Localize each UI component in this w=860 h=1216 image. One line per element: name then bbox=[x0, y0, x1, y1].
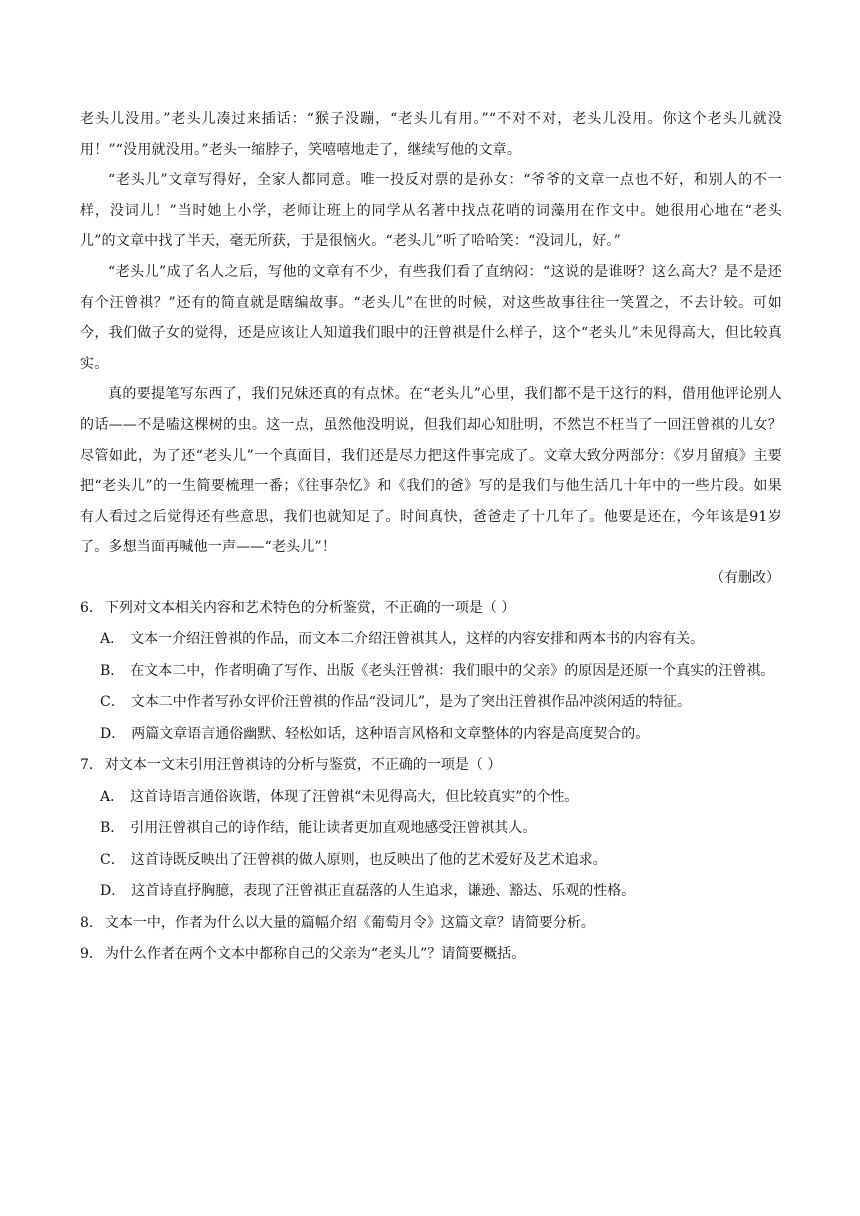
question-text: 下列对文本相关内容和艺术特色的分析鉴赏，不正确的一项是（ ） bbox=[104, 599, 516, 616]
option-label: C． bbox=[100, 851, 125, 868]
option-label: D． bbox=[100, 883, 126, 900]
question-number: 6． bbox=[80, 599, 103, 616]
option-text: 这首诗直抒胸臆，表现了汪曾祺正直磊落的人生追求，谦逊、豁达、乐观的性格。 bbox=[131, 883, 636, 900]
passage-paragraph-2: “老头儿”文章写得好，全家人都同意。唯一投反对票的是孙女：“爷爷的文章一点也不好，和别人的不一样，没词儿！”当时她上小学，老师让班上的同学从名著中找点花哨的词藻用在作文中。她很用心地在“老头儿”的文章中找了半天，毫无所获，于是很恼火。“老头儿”听了哈哈笑：“没词儿，好。” bbox=[80, 172, 782, 250]
option-label: B． bbox=[100, 820, 125, 837]
option-text: 在文本二中，作者明确了写作、出版《老头汪曾祺：我们眼中的父亲》的原因是还原一个真实的汪曾祺。 bbox=[130, 662, 775, 679]
question-8 bbox=[80, 908, 782, 940]
option-text: 文本一介绍汪曾祺的作品，而文本二介绍汪曾祺其人，这样的内容安排和两本书的内容有关。 bbox=[130, 631, 705, 648]
question-stem bbox=[80, 593, 782, 625]
option-text: 文本二中作者写孙女评价汪曾祺的作品“没词儿”，是为了突出汪曾祺作品冲淡闲适的特征。 bbox=[130, 694, 692, 711]
passage-paragraph-4: 真的要提笔写东西了，我们兄妹还真的有点怵。在“老头儿”心里，我们都不是干这行的料，借用他评论别人的话——不是嗑这棵树的虫。这一点，虽然他没明说，但我们却心知肚明，不然岂不枉当了一回汪曾祺的儿女？尽管如此，为了还“老头儿”一个真面目，我们还是尽力把这件事完成了。文章大致分两部分：《岁月留痕》主要把“老头儿”的一生简要梳理一番；《往事杂忆》和《我们的爸》写的是我们与他生活几十年中的一些片段。如果有人看过之后觉得还有些意思，我们也就知足了。时间真快，爸爸走了十几年了。他要是还在，今年该是91岁了。多想当面再喊他一声——“老头儿”！ bbox=[80, 386, 782, 556]
option-a bbox=[80, 624, 782, 656]
question-number: 7． bbox=[80, 757, 103, 774]
passage-paragraph-3: “老头儿”成了名人之后，写他的文章有不少，有些我们看了直纳闷：“这说的是谁呀？这么高大？是不是还有个汪曾祺？”还有的简直就是瞎编故事。“老头儿”在世的时候，对这些故事往往一笑置之，不去计较。可如今，我们做子女的觉得，还是应该让人知道我们眼中的汪曾祺是什么样子，这个“老头儿”未见得高大，但比较真实。 bbox=[80, 263, 782, 372]
question-stem bbox=[80, 750, 782, 782]
passage-section bbox=[80, 104, 782, 593]
option-label: C． bbox=[100, 694, 125, 711]
question-stem bbox=[80, 939, 782, 971]
option-label: A． bbox=[100, 788, 125, 805]
option-label: B． bbox=[100, 662, 125, 679]
question-text: 文本一中，作者为什么以大量的篇幅介绍《葡萄月令》这篇文章？请简要分析。 bbox=[104, 914, 595, 931]
source-note: （有删改） bbox=[710, 569, 780, 586]
passage-paragraph-1: 老头儿没用。”老头儿凑过来插话：“猴子没蹦，“老头儿有用。”“不对不对，老头儿没用。你这个老头儿就没用！”“没用就没用。”老头一缩脖子，笑嘻嘻地走了，继续写他的文章。 bbox=[80, 111, 782, 158]
option-text: 两篇文章语言通俗幽默、轻松如话，这种语言风格和文章整体的内容是高度契合的。 bbox=[131, 725, 650, 742]
questions-section bbox=[80, 593, 782, 971]
question-6 bbox=[80, 593, 782, 751]
option-label: D． bbox=[100, 725, 126, 742]
option-c bbox=[80, 687, 782, 719]
option-text: 这首诗既反映出了汪曾祺的做人原则，也反映出了他的艺术爱好及艺术追求。 bbox=[130, 851, 607, 868]
option-a bbox=[80, 782, 782, 814]
option-d bbox=[80, 876, 782, 908]
question-text: 为什么作者在两个文本中都称自己的父亲为“老头儿”？请简要概括。 bbox=[104, 946, 526, 963]
option-d bbox=[80, 719, 782, 751]
question-9 bbox=[80, 939, 782, 971]
option-b bbox=[80, 813, 782, 845]
option-text: 这首诗语言通俗诙谐，体现了汪曾祺“未见得高大，但比较真实”的个性。 bbox=[130, 788, 579, 805]
question-text: 对文本一文末引用汪曾祺诗的分析与鉴赏，不正确的一项是（ ） bbox=[104, 757, 502, 774]
option-b bbox=[80, 656, 782, 688]
option-text: 引用汪曾祺自己的诗作结，能让读者更加直观地感受汪曾祺其人。 bbox=[130, 820, 537, 837]
question-number: 9． bbox=[80, 946, 103, 963]
option-c bbox=[80, 845, 782, 877]
question-number: 8． bbox=[80, 914, 103, 931]
question-7 bbox=[80, 750, 782, 908]
question-stem bbox=[80, 908, 782, 940]
option-label: A． bbox=[100, 631, 125, 648]
